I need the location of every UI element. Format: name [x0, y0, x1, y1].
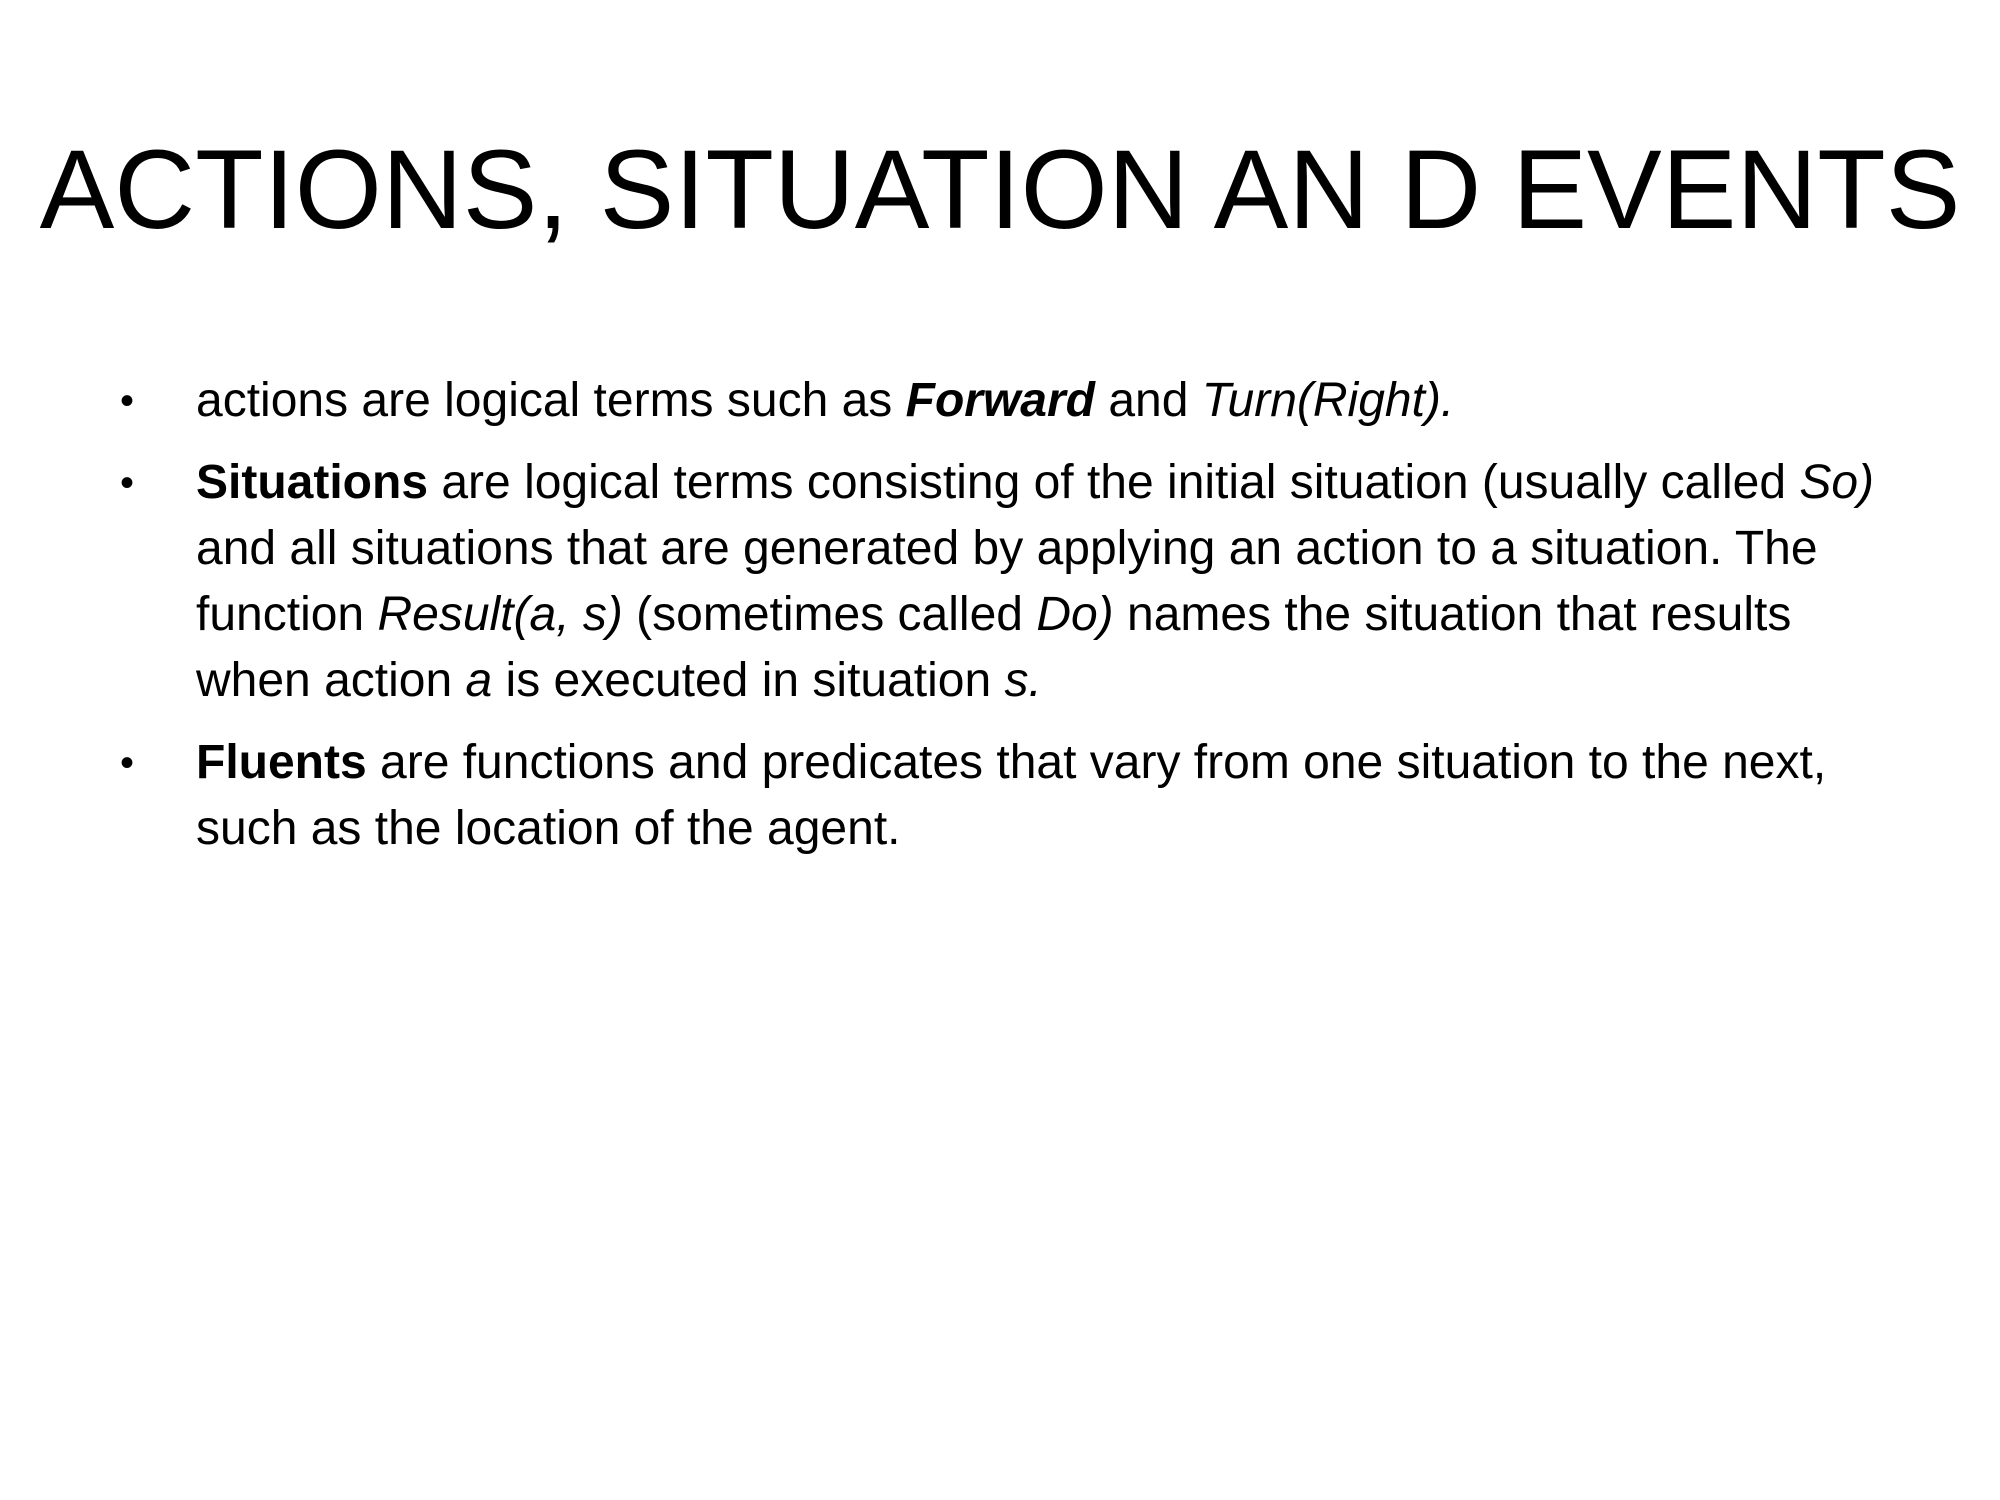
- term-turn-right: Turn(Right).: [1201, 374, 1455, 427]
- text-segment: and all situations that are generated by applying an action to a situation. The function: [196, 522, 1818, 641]
- term-do: Do): [1036, 588, 1114, 641]
- text-segment: are functions and predicates that vary from one situation to the next, such as the location of the agent.: [196, 736, 1827, 855]
- bullet-icon: •: [120, 741, 135, 785]
- term-s: s.: [1004, 654, 1042, 707]
- slide-title: ACTIONS, SITUATION AN D EVENTS: [39, 127, 1961, 252]
- term-so: So): [1799, 456, 1875, 509]
- term-situations: Situations: [196, 456, 429, 509]
- text-segment: names the situation that results when action: [196, 588, 1792, 707]
- text-segment: and: [1095, 374, 1202, 427]
- text-segment: (sometimes called: [622, 588, 1037, 641]
- bullet-text: [196, 456, 1874, 707]
- term-result: Result(a, s): [377, 588, 623, 641]
- text-segment: is executed in situation: [492, 654, 1005, 707]
- bullet-item-actions: [112, 368, 1902, 434]
- bullet-list: [112, 368, 1902, 878]
- bullet-icon: •: [120, 379, 135, 423]
- term-fluents: Fluents: [196, 736, 367, 789]
- bullet-item-fluents: [112, 730, 1902, 862]
- term-forward: Forward: [905, 374, 1095, 427]
- text-segment: actions are logical terms such as: [196, 374, 906, 427]
- term-a: a: [465, 654, 493, 707]
- bullet-icon: •: [120, 461, 135, 505]
- bullet-text: [196, 374, 1454, 427]
- bullet-item-situations: [112, 450, 1902, 714]
- bullet-text: [196, 736, 1826, 855]
- text-segment: are logical terms consisting of the initial situation (usually called: [428, 456, 1800, 509]
